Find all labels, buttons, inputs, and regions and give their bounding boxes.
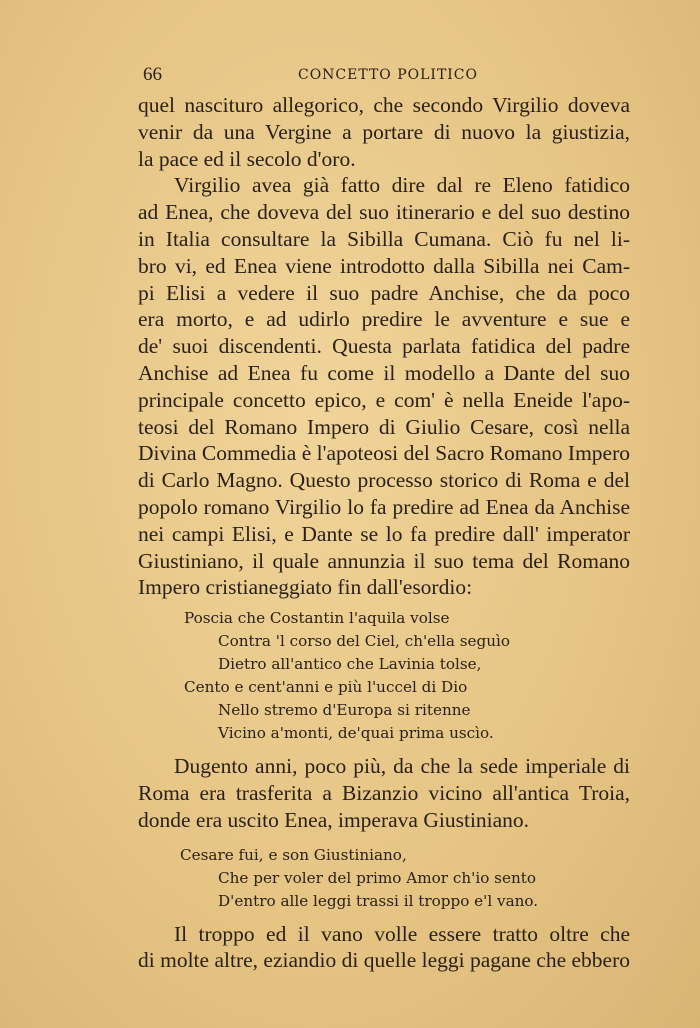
text-line: Anchise ad Enea fu come il modello a Dante del suo [138, 360, 630, 385]
verse-line: Che per voler del primo Amor ch'io sento [218, 868, 536, 887]
text-line: di molte altre, eziandio di quelle leggi pagane che ebbero [138, 948, 630, 973]
text-line: la pace ed il secolo d'oro. [138, 146, 356, 171]
text-line: de' suoi discendenti. Questa parlata fatidica del padre [138, 334, 630, 359]
verse-line: Cesare fui, e son Giustiniano, [180, 845, 407, 864]
verse-line: D'entro alle leggi trassi il troppo e'l vano. [218, 891, 539, 910]
text-line: Virgilio avea già fatto dire dal re Eleno fatidico [174, 173, 630, 198]
verse-quotation-1 [138, 607, 630, 745]
verse-line: Poscia che Costantin l'aquila volse [184, 609, 450, 628]
page-body [138, 92, 630, 974]
verse-line: Dietro all'antico che Lavinia tolse, [218, 655, 482, 674]
text-line: era morto, e ad udirlo predire le avventure e sue e [138, 307, 630, 332]
text-line: Impero cristianeggiato fin dall'esordio: [138, 575, 473, 600]
paragraph-il-troppo [138, 921, 630, 975]
verse-quotation-2 [138, 844, 630, 913]
text-line: bro vi, ed Enea viene introdotto dalla Sibilla nei Cam- [138, 253, 630, 278]
text-line: teosi del Romano Impero di Giulio Cesare, così nella [138, 414, 630, 439]
paragraph-dugento [138, 753, 630, 833]
text-line: principale concetto epico, e com' è nella Eneide l'apo- [138, 387, 630, 412]
text-line: Roma era trasferita a Bizanzio vicino all'antica Troia, [138, 780, 630, 805]
text-line: Il troppo ed il vano volle essere tratto oltre che [174, 921, 630, 946]
paragraph-virgilio [138, 172, 630, 601]
paragraph-continuation [138, 92, 630, 172]
page-number: 66 [143, 64, 162, 85]
verse-line: Contra 'l corso del Ciel, ch'ella seguìo [218, 632, 511, 651]
text-line: popolo romano Virgilio lo fa predire ad Enea da Anchise [138, 494, 630, 519]
text-line: pi Elisi a vedere il suo padre Anchise, che da poco [138, 280, 630, 305]
page-header [143, 64, 633, 88]
verse-line: Cento e cent'anni e più l'uccel di Dio [184, 678, 468, 697]
verse-line: Vicino a'monti, de'quai prima uscìo. [218, 724, 494, 743]
text-line: Dugento anni, poco più, da che la sede imperiale di [174, 754, 630, 779]
text-line: ad Enea, che doveva del suo itinerario e del suo destino [138, 200, 630, 225]
text-line: Giustiniano, il quale annunzia il suo tema del Romano [138, 548, 630, 573]
verse-line: Nello stremo d'Europa si ritenne [218, 701, 471, 720]
text-line: donde era uscito Enea, imperava Giustiniano. [138, 807, 530, 832]
running-title: CONCETTO POLITICO [297, 67, 479, 83]
text-line: quel nascituro allegorico, che secondo Virgilio doveva [138, 93, 630, 117]
text-line: in Italia consultare la Sibilla Cumana. Ciò fu nel li- [138, 226, 630, 251]
text-line: nei campi Elisi, e Dante se lo fa predire dall' imperator [138, 521, 630, 546]
text-line: di Carlo Magno. Questo processo storico di Roma e del [138, 468, 630, 493]
text-line: Divina Commedia è l'apoteosi del Sacro Romano Impero [138, 441, 630, 466]
text-line: venir da una Vergine a portare di nuovo la giustizia, [138, 119, 630, 144]
